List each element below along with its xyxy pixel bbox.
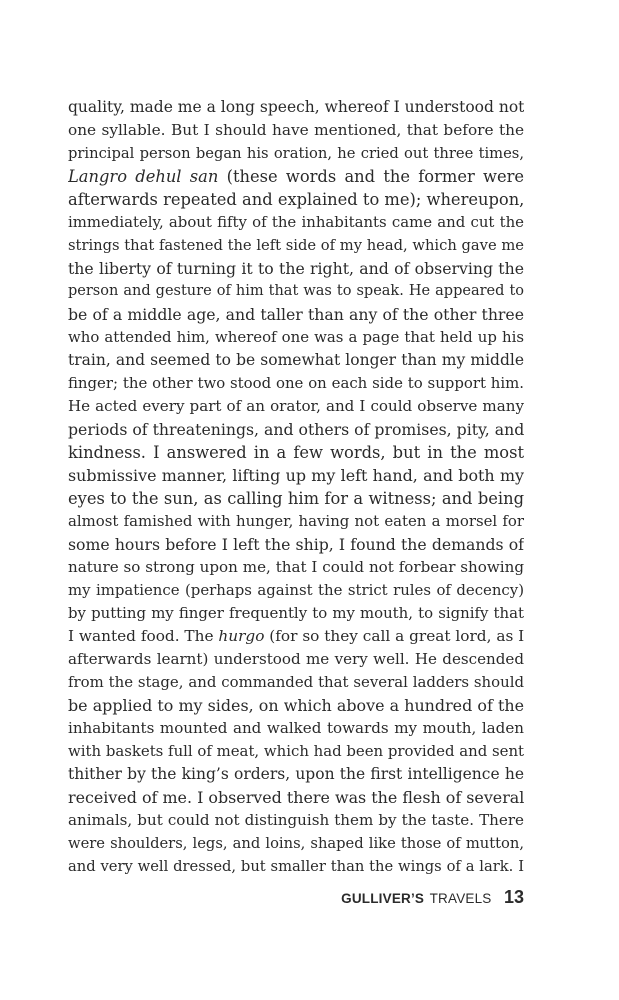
text-line bbox=[68, 441, 524, 464]
line-text: inhabitants mounted and walked towards my mouth, laden bbox=[68, 719, 524, 737]
text-line bbox=[68, 142, 524, 165]
text-line bbox=[68, 418, 524, 441]
line-text: afterwards repeated and explained to me); whereupon, bbox=[68, 190, 524, 209]
running-title-bold: GULLIVER’S bbox=[341, 891, 425, 906]
text-line bbox=[68, 602, 524, 625]
text-line bbox=[68, 740, 524, 763]
line-text: train, and seemed to be somewhat longer than my middle bbox=[68, 351, 524, 369]
text-line bbox=[68, 579, 524, 602]
line-text: kindness. I answered in a few words, but in the most bbox=[68, 443, 524, 462]
text-line bbox=[68, 303, 524, 326]
line-text: quality, made me a long speech, whereof I understood not bbox=[68, 98, 524, 116]
line-text: who attended him, whereof one was a page that held up his bbox=[68, 328, 524, 346]
text-line bbox=[68, 717, 524, 740]
line-text: principal person began his oration, he cried out three times, bbox=[68, 145, 524, 162]
line-text: afterwards learnt) understood me very well. He descended bbox=[68, 650, 524, 668]
text-line bbox=[68, 556, 524, 579]
italic-term: hurgo bbox=[218, 627, 265, 645]
text-line bbox=[68, 165, 524, 188]
text-line bbox=[68, 257, 524, 280]
line-text: almost famished with hunger, having not eaten a morsel for bbox=[68, 512, 524, 530]
text-line bbox=[68, 694, 524, 717]
line-text: were shoulders, legs, and loins, shaped like those of mutton, bbox=[68, 835, 524, 852]
line-text: submissive manner, lifting up my left hand, and both my bbox=[68, 466, 524, 485]
line-text: person and gesture of him that was to speak. He appeared to bbox=[68, 283, 524, 299]
text-line bbox=[68, 119, 524, 142]
text-line bbox=[68, 786, 524, 809]
text-line bbox=[68, 349, 524, 372]
text-line bbox=[68, 326, 524, 349]
text-line bbox=[68, 533, 524, 556]
line-text: from the stage, and commanded that several ladders should bbox=[68, 673, 524, 691]
text-line bbox=[68, 487, 524, 510]
text-line bbox=[68, 211, 524, 234]
line-text: thither by the king’s orders, upon the first intelligence he bbox=[68, 765, 524, 783]
text-line bbox=[68, 234, 524, 257]
line-text: periods of threatenings, and others of promises, pity, and bbox=[68, 420, 524, 439]
text-line bbox=[68, 188, 524, 211]
body-text bbox=[68, 96, 524, 878]
text-line bbox=[68, 372, 524, 395]
text-line bbox=[68, 763, 524, 786]
line-text: by putting my finger frequently to my mouth, to signify that bbox=[68, 604, 524, 622]
line-text: received of me. I observed there was the flesh of several bbox=[68, 788, 524, 807]
line-text: be of a middle age, and taller than any of the other three bbox=[68, 305, 524, 324]
running-title-regular: TRAVELS bbox=[429, 891, 492, 906]
line-text: nature so strong upon me, that I could not forbear showing bbox=[68, 558, 524, 576]
line-text: He acted every part of an orator, and I could observe many bbox=[68, 397, 524, 415]
text-line bbox=[68, 625, 524, 648]
text-line bbox=[68, 96, 524, 119]
line-text: strings that fastened the left side of my head, which gave me bbox=[68, 237, 524, 254]
text-line bbox=[68, 280, 524, 303]
line-text: (these words and the former were bbox=[218, 167, 524, 186]
line-text: and very well dressed, but smaller than the wings of a lark. I bbox=[68, 858, 524, 875]
text-line bbox=[68, 648, 524, 671]
text-line bbox=[68, 395, 524, 418]
line-text: finger; the other two stood one on each side to support him. bbox=[68, 374, 524, 392]
text-line bbox=[68, 809, 524, 832]
line-text: immediately, about fifty of the inhabitants came and cut the bbox=[68, 213, 524, 231]
text-line bbox=[68, 855, 524, 878]
line-text: the liberty of turning it to the right, and of observing the bbox=[68, 259, 524, 278]
line-text: I wanted food. The bbox=[68, 627, 219, 645]
line-text: (for so they call a great lord, as I bbox=[264, 627, 524, 645]
line-text: be applied to my sides, on which above a hundred of the bbox=[68, 696, 524, 715]
line-text: some hours before I left the ship, I found the demands of bbox=[68, 535, 524, 554]
text-line bbox=[68, 832, 524, 855]
line-text: eyes to the sun, as calling him for a witness; and being bbox=[68, 489, 524, 508]
running-footer bbox=[341, 887, 524, 907]
text-line bbox=[68, 671, 524, 694]
italic-term: Langro dehul san bbox=[68, 167, 219, 186]
page-number: 13 bbox=[503, 887, 524, 907]
text-line bbox=[68, 464, 524, 487]
line-text: with baskets full of meat, which had been provided and sent bbox=[68, 742, 524, 760]
line-text: my impatience (perhaps against the strict rules of decency) bbox=[68, 581, 524, 599]
line-text: animals, but could not distinguish them by the taste. There bbox=[68, 811, 524, 829]
line-text: one syllable. But I should have mentioned, that before the bbox=[68, 121, 524, 139]
text-line bbox=[68, 510, 524, 533]
